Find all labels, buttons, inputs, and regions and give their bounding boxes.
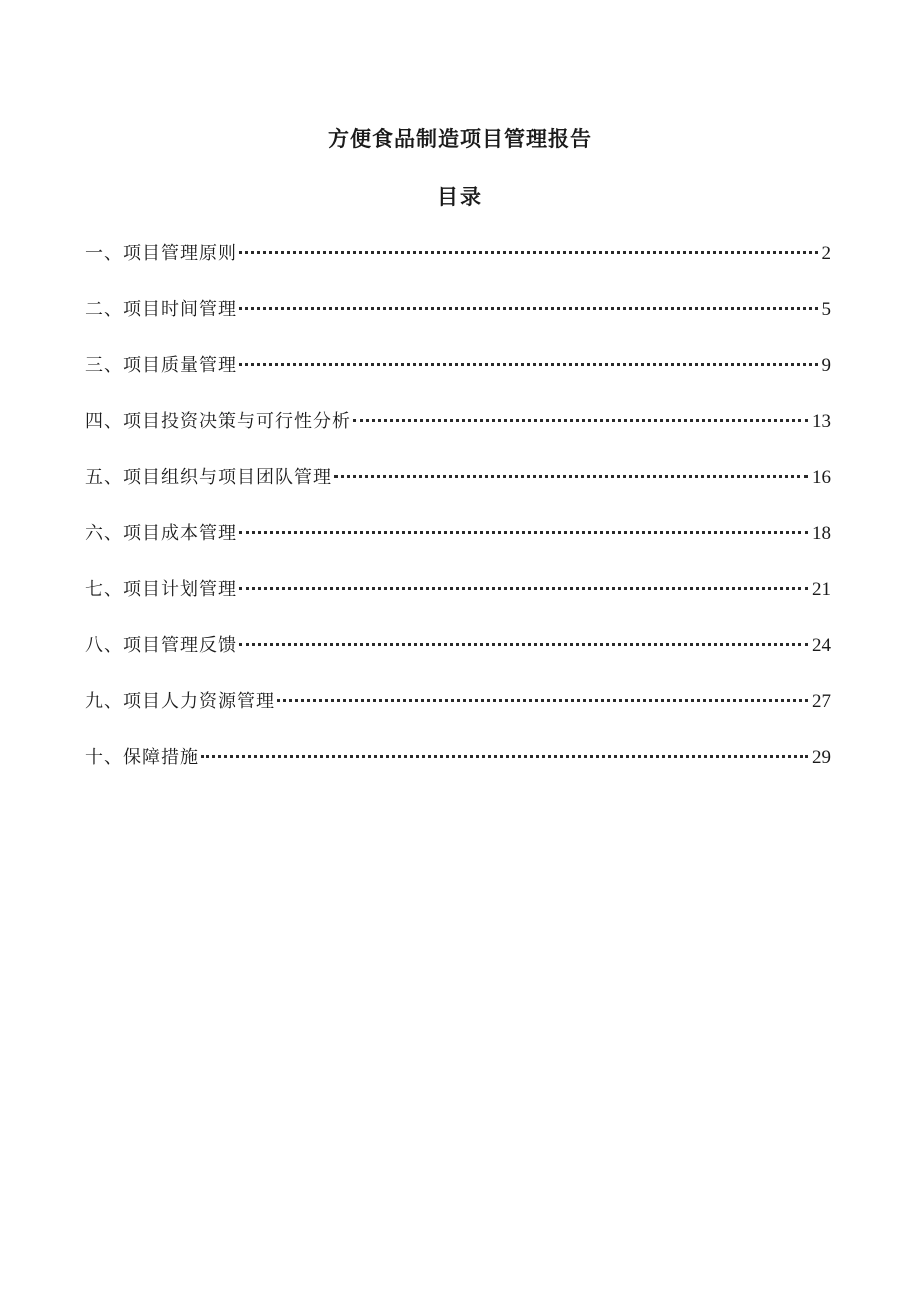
toc-dot-leader <box>201 755 808 758</box>
toc-entry-page: 18 <box>812 523 831 544</box>
toc-entry-label: 三、项目质量管理 <box>85 355 237 376</box>
toc-entry[interactable] <box>85 240 831 296</box>
toc-entry-page: 2 <box>821 243 831 264</box>
toc-entry-label: 九、项目人力资源管理 <box>85 691 275 712</box>
toc-entry-page: 27 <box>812 691 831 712</box>
toc-entry-page: 9 <box>821 355 831 376</box>
toc-entry[interactable] <box>85 464 831 520</box>
toc-entry[interactable] <box>85 520 831 576</box>
table-of-contents <box>85 240 831 800</box>
toc-dot-leader <box>239 643 808 646</box>
toc-heading: 目录 <box>437 184 483 209</box>
toc-entry[interactable] <box>85 576 831 632</box>
toc-entry[interactable] <box>85 352 831 408</box>
toc-dot-leader <box>334 475 808 478</box>
toc-entry[interactable] <box>85 296 831 352</box>
toc-entry-label: 一、项目管理原则 <box>85 243 237 264</box>
toc-dot-leader <box>239 363 818 366</box>
toc-entry[interactable] <box>85 744 831 800</box>
toc-entry[interactable] <box>85 408 831 464</box>
toc-entry-label: 五、项目组织与项目团队管理 <box>85 467 332 488</box>
toc-dot-leader <box>353 419 808 422</box>
toc-entry-page: 24 <box>812 635 831 656</box>
toc-entry-page: 5 <box>821 299 831 320</box>
toc-dot-leader <box>239 251 818 254</box>
toc-entry-label: 二、项目时间管理 <box>85 299 237 320</box>
toc-entry-label: 十、保障措施 <box>85 747 199 768</box>
toc-entry-page: 29 <box>812 747 831 768</box>
toc-entry[interactable] <box>85 688 831 744</box>
toc-entry-page: 16 <box>812 467 831 488</box>
toc-dot-leader <box>239 307 818 310</box>
document-title: 方便食品制造项目管理报告 <box>328 126 592 151</box>
toc-entry-page: 13 <box>812 411 831 432</box>
toc-entry[interactable] <box>85 632 831 688</box>
toc-dot-leader <box>239 587 808 590</box>
toc-dot-leader <box>239 531 808 534</box>
toc-entry-label: 六、项目成本管理 <box>85 523 237 544</box>
toc-entry-page: 21 <box>812 579 831 600</box>
toc-entry-label: 七、项目计划管理 <box>85 579 237 600</box>
toc-entry-label: 八、项目管理反馈 <box>85 635 237 656</box>
toc-entry-label: 四、项目投资决策与可行性分析 <box>85 411 351 432</box>
toc-dot-leader <box>277 699 808 702</box>
